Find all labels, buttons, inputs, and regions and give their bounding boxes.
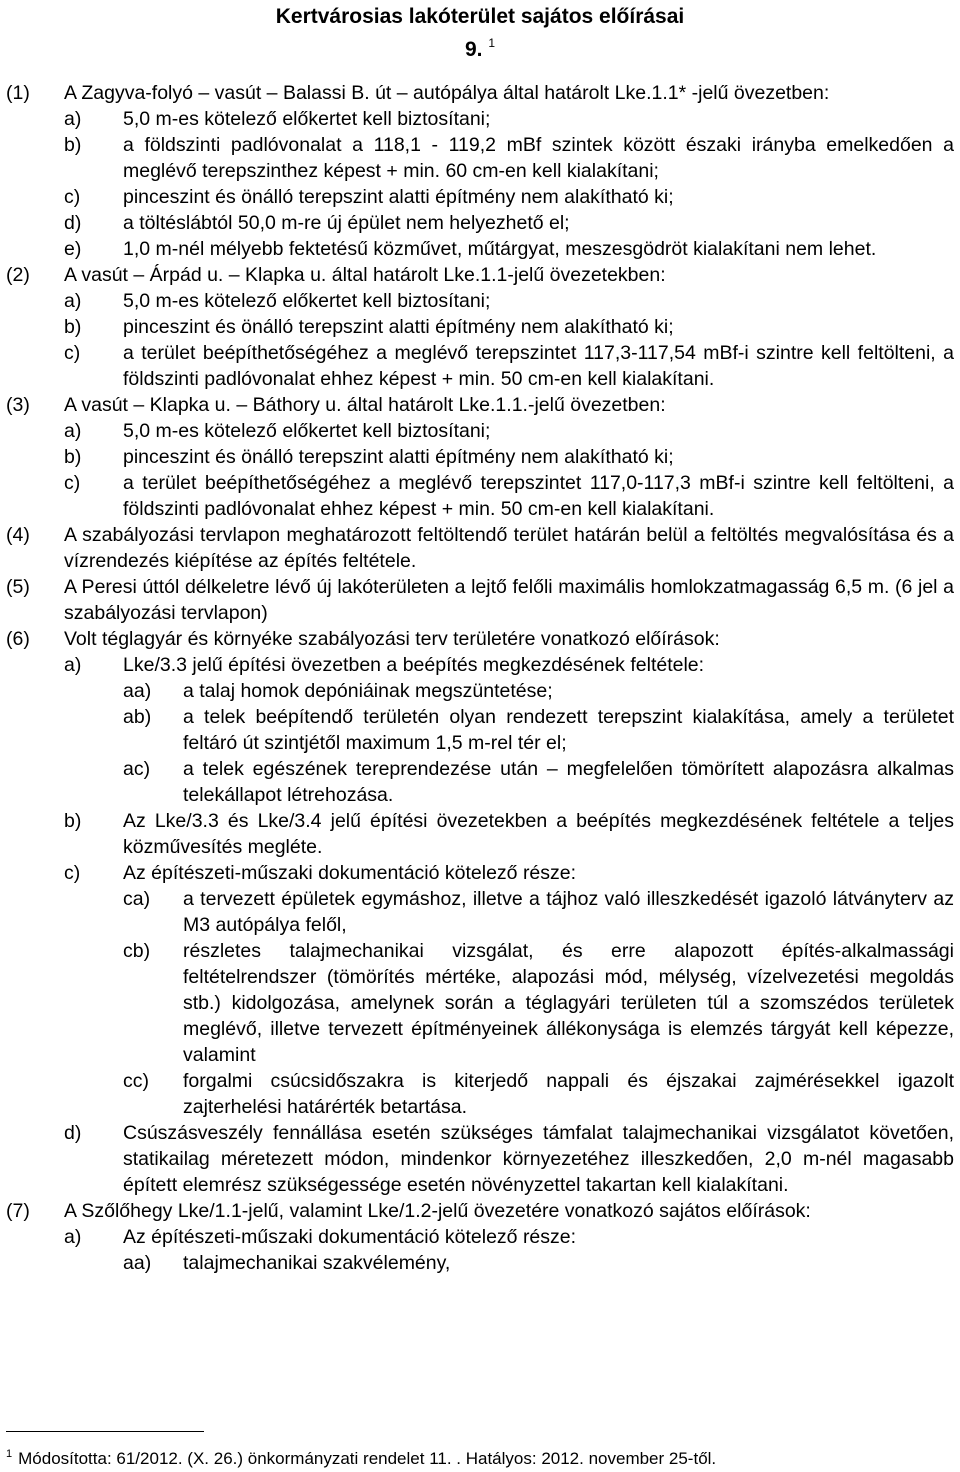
point-text: Az építészeti-műszaki dokumentáció kötelező része:: [123, 1226, 577, 1248]
paragraph-item: [0, 262, 960, 288]
point-number: c): [64, 472, 81, 494]
paragraph-item: [0, 522, 960, 574]
footnote-mark: 1: [6, 1448, 13, 1460]
point-item: [64, 106, 954, 132]
point-text: 5,0 m-es kötelező előkertet kell biztosítani;: [123, 108, 491, 130]
paragraph-number: (3): [6, 394, 30, 416]
point-item: [64, 1224, 954, 1250]
paragraph-text: A Szőlőhegy Lke/1.1-jelű, valamint Lke/1.2-jelű övezetére vonatkozó sajátos előírások:: [64, 1200, 811, 1222]
subpoint-item: [123, 756, 954, 808]
point-number: c): [64, 862, 81, 884]
subpoint-item: [123, 678, 954, 704]
point-text: a terület beépíthetőségéhez a meglévő terepszintet 117,0-117,3 mBf-i szintre kell feltölteni, a földszinti padlóvonalat ehhez képest + min. 50 cm-en kell kialakítani.: [123, 472, 954, 520]
point-number: a): [64, 654, 82, 676]
title-text: Kertvárosias lakóterület sajátos előírásai: [275, 5, 685, 28]
subpoint-number: aa): [123, 1252, 152, 1274]
subpoint-number: cb): [123, 940, 151, 962]
page-title: [0, 4, 960, 29]
point-text: 5,0 m-es kötelező előkertet kell biztosítani;: [123, 420, 491, 442]
regulation-body: [0, 80, 960, 1276]
paragraph-text: A vasút – Klapka u. – Báthory u. által határolt Lke.1.1.-jelű övezetben:: [64, 394, 666, 416]
point-item: [64, 210, 954, 236]
point-text: a földszinti padlóvonalat a 118,1 - 119,2 mBf szintek között északi irányba emelkedően a meglévő terepszinthez képest + min. 60 cm-en kell kialakítani;: [123, 134, 954, 182]
paragraph-number: (7): [6, 1200, 30, 1222]
point-item: [64, 236, 954, 262]
point-text: Az Lke/3.3 és Lke/3.4 jelű építési övezetekben a beépítés megkezdésének feltétele a teljes közművesítés megléte.: [123, 810, 954, 858]
paragraph-number: (1): [6, 82, 30, 104]
point-text: pinceszint és önálló terepszint alatti építmény nem alakítható ki;: [123, 446, 674, 468]
point-number: e): [64, 238, 82, 260]
point-item: [64, 652, 954, 678]
point-number: d): [64, 1122, 82, 1144]
point-item: [64, 1120, 954, 1198]
subpoint-text: a tervezett épületek egymáshoz, illetve a tájhoz való illeszkedését igazoló látványterv az M3 autópálya felől,: [183, 888, 954, 936]
point-text: Csúszásveszély fennállása esetén szükséges támfalat talajmechanikai vizsgálatot követően, statikailag méretezett módon, mindenkor környezetéhez illeszkedően, 2,0 m-nél magasabb épített elemrész szükségessége esetén növényzettel takartan kell kialakítani.: [123, 1122, 954, 1196]
point-item: [64, 314, 954, 340]
point-item: [64, 860, 954, 886]
subpoint-item: [123, 886, 954, 938]
point-item: [64, 470, 954, 522]
subpoint-number: ab): [123, 706, 152, 728]
section-label: 9.: [464, 38, 483, 61]
point-text: 5,0 m-es kötelező előkertet kell biztosítani;: [123, 290, 491, 312]
subpoint-item: [123, 938, 954, 1068]
point-item: [64, 444, 954, 470]
paragraph-text: Volt téglagyár és környéke szabályozási terv területére vonatkozó előírások:: [64, 628, 720, 650]
paragraph-number: (5): [6, 576, 30, 598]
point-text: pinceszint és önálló terepszint alatti építmény nem alakítható ki;: [123, 316, 674, 338]
subpoint-text: a telek egészének tereprendezése után – megfelelően tömörített alapozásra alkalmas telekállapot létrehozása.: [183, 758, 954, 806]
subpoint-text: forgalmi csúcsidőszakra is kiterjedő nappali és éjszakai zajmérésekkel igazolt zajterhelési határérték betartása.: [183, 1070, 954, 1118]
paragraph-item: [0, 626, 960, 652]
paragraph-item: [0, 574, 960, 626]
subpoint-text: a talaj homok depóniáinak megszüntetése;: [183, 680, 553, 702]
subpoint-text: a telek beépítendő területén olyan rendezett terepszint kialakítása, amely a területet feltáró út szintjétől maximum 1,5 m-rel tér el;: [183, 706, 954, 754]
subpoint-number: ac): [123, 758, 151, 780]
paragraph-number: (4): [6, 524, 30, 546]
point-number: b): [64, 810, 82, 832]
paragraph-item: [0, 392, 960, 418]
point-number: c): [64, 342, 81, 364]
subpoint-text: talajmechanikai szakvélemény,: [183, 1252, 451, 1274]
point-number: b): [64, 446, 82, 468]
point-text: Lke/3.3 jelű építési övezetben a beépítés megkezdésének feltétele:: [123, 654, 705, 676]
paragraph-text: A szabályozási tervlapon meghatározott feltöltendő terület határán belül a feltöltés megvalósítása és a vízrendezés kiépítése az építés feltétele.: [64, 524, 954, 572]
subpoint-item: [123, 1250, 954, 1276]
footnote-divider: [6, 1431, 204, 1432]
paragraph-text: A Peresi úttól délkeletre lévő új lakóterületen a lejtő felőli maximális homlokzatmagasság 6,5 m. (6 jel a szabályozási tervlapon): [64, 576, 954, 624]
paragraph-number: (2): [6, 264, 30, 286]
footnote-reference[interactable]: 1: [488, 36, 496, 50]
section-number: [0, 31, 960, 62]
paragraph-item: [0, 1198, 960, 1224]
point-text: a terület beépíthetőségéhez a meglévő terepszintet 117,3-117,54 mBf-i szintre kell feltölteni, a földszinti padlóvonalat ehhez képest + min. 50 cm-en kell kialakítani.: [123, 342, 954, 390]
point-number: a): [64, 108, 82, 130]
subpoint-number: ca): [123, 888, 151, 910]
point-number: a): [64, 420, 82, 442]
paragraph-item: [0, 80, 960, 106]
point-text: a töltéslábtól 50,0 m-re új épület nem helyezhető el;: [123, 212, 570, 234]
point-number: a): [64, 290, 82, 312]
point-item: [64, 184, 954, 210]
point-number: b): [64, 134, 82, 156]
point-item: [64, 418, 954, 444]
point-number: c): [64, 186, 81, 208]
point-number: d): [64, 212, 82, 234]
paragraph-number: (6): [6, 628, 30, 650]
point-item: [64, 808, 954, 860]
point-text: 1,0 m-nél mélyebb fektetésű közművet, műtárgyat, meszesgödröt kialakítani nem lehet.: [123, 238, 877, 260]
point-text: Az építészeti-műszaki dokumentáció kötelező része:: [123, 862, 577, 884]
subpoint-text: részletes talajmechanikai vizsgálat, és erre alapozott építés-alkalmassági feltételrendszer (tömörítés mértéke, alapozási mód, mélység, vízelvezetési megoldás stb.) kidolgozása, amelynek során a téglagyári területen túl a szomszédos területek meglévő, illetve tervezett építményeinek állékonysága is elemzés tárgyát kell képezze, valamint: [183, 940, 954, 1066]
footnote-text: Módosította: 61/2012. (X. 26.) önkormányzati rendelet 11. . Hatályos: 2012. november 25-től.: [18, 1449, 717, 1468]
point-number: b): [64, 316, 82, 338]
subpoint-number: aa): [123, 680, 152, 702]
point-item: [64, 132, 954, 184]
point-item: [64, 288, 954, 314]
paragraph-text: A Zagyva-folyó – vasút – Balassi B. út – autópálya által határolt Lke.1.1* -jelű övezetben:: [64, 82, 830, 104]
footnote: [6, 1443, 716, 1470]
point-item: [64, 340, 954, 392]
paragraph-text: A vasút – Árpád u. – Klapka u. által határolt Lke.1.1-jelű övezetekben:: [64, 264, 666, 286]
subpoint-item: [123, 704, 954, 756]
subpoint-item: [123, 1068, 954, 1120]
point-text: pinceszint és önálló terepszint alatti építmény nem alakítható ki;: [123, 186, 674, 208]
subpoint-number: cc): [123, 1070, 149, 1092]
point-number: a): [64, 1226, 82, 1248]
